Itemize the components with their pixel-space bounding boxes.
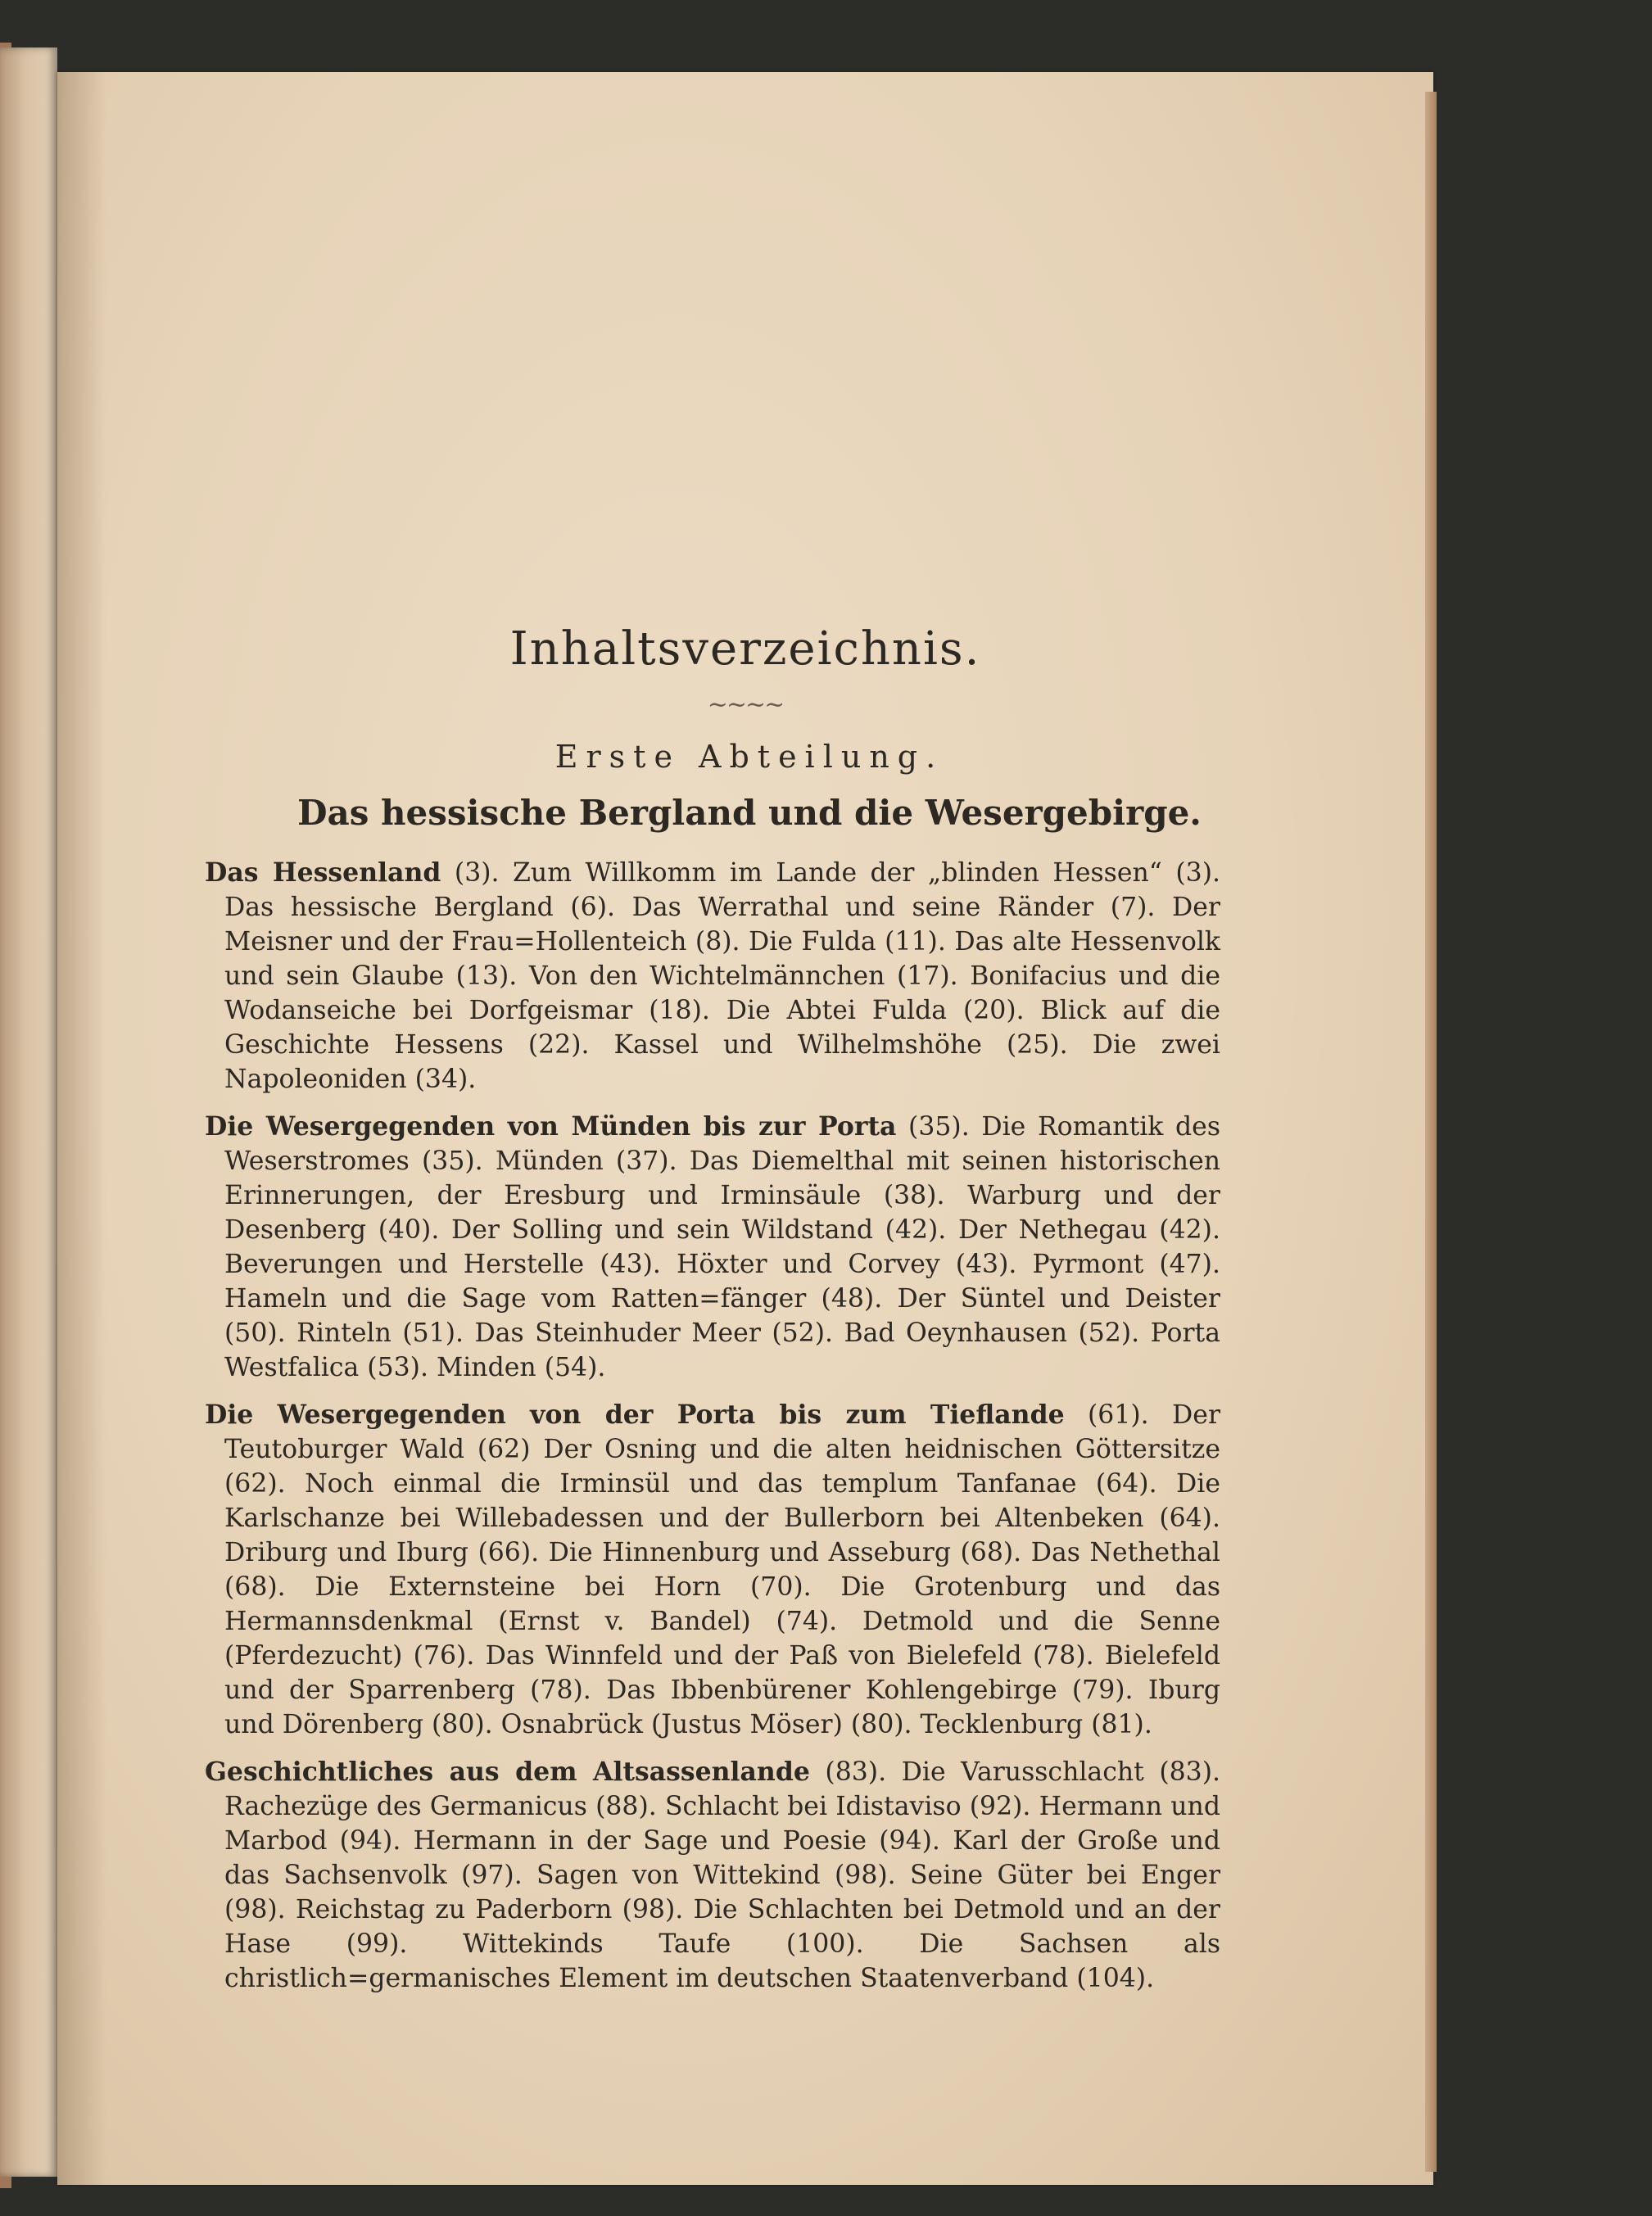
entry-text: (61). Der Teutoburger Wald (62) Der Osning und die alten heidnischen Göttersitze (62). Noch einmal die Irminsül und das templum Tanfanae (64). Die Karlschanze bei Willebadessen und der Bullerborn bei Altenbeken (64). Driburg und Iburg (66). Die Hinnenburg und Asseburg (68). Das Nethethal (68). Die Externsteine bei Horn (70). Die Grotenburg und das Hermannsdenkmal (Ernst v. Bandel) (74). Detmold und die Senne (Pferdezucht) (76). Das Winnfeld und der Paß von Bielefeld (78). Bielefeld und der Sparrenberg (78). Das Ibbenbürener Kohlengebirge (79). Iburg und Dörenberg (80). Osnabrück (Justus Möser) (80). Tecklenburg (81). — [224, 1400, 1220, 1739]
toc-entry — [205, 1755, 1220, 1996]
toc-entry — [205, 856, 1220, 1097]
entry-lead: Das Hessenland — [205, 857, 441, 888]
left-page-edge — [0, 47, 57, 2177]
part-title: Das hessische Bergland und die Wesergebirge. — [297, 793, 1202, 833]
gutter-shadow — [57, 72, 106, 2185]
entry-lead: Die Wesergegenden von Münden bis zur Porta — [205, 1111, 897, 1142]
page-stack-edge — [1425, 92, 1437, 2172]
toc-entry — [205, 1110, 1220, 1385]
entry-lead: Die Wesergegenden von der Porta bis zum Tieflande — [205, 1400, 1065, 1430]
heading-ornament: ~~~~ — [707, 690, 784, 719]
entry-text: (3). Zum Willkomm im Lande der „blinden Hessen“ (3). Das hessische Bergland (6). Das Werrathal und seine Ränder (7). Der Meisner und der Frau=Hollenteich (8). Die Fulda (11). Das alte Hessenvolk und sein Glaube (13). Von den Wichtelmännchen (17). Bonifacius und die Wodanseiche bei Dorfgeismar (18). Die Abtei Fulda (20). Blick auf die Geschichte Hessens (22). Kassel und Wilhelmshöhe (25). Die zwei Napoleoniden (34). — [224, 858, 1220, 1094]
table-of-contents — [205, 622, 1220, 2009]
toc-entry — [205, 1398, 1220, 1742]
entry-text: (83). Die Varusschlacht (83). Rachezüge des Germanicus (88). Schlacht bei Idistaviso (92). Hermann und Marbod (94). Hermann in der Sage und Poesie (94). Karl der Große und das Sachsenvolk (97). Sagen von Wittekind (98). Seine Güter bei Enger (98). Reichstag zu Paderborn (98). Die Schlachten bei Detmold und an der Hase (99). Wittekinds Taufe (100). Die Sachsen als christlich=germanisches Element im deutschen Staatenverband (104). — [224, 1757, 1220, 1993]
entry-text: (35). Die Romantik des Weserstromes (35). Münden (37). Das Diemelthal mit seinen historischen Erinnerungen, der Eresburg und Irminsäule (38). Warburg und der Desenberg (40). Der Solling und sein Wildstand (42). Der Nethegau (42). Beverungen und Herstelle (43). Höxter und Corvey (43). Pyrmont (47). Hameln und die Sage vom Ratten=fänger (48). Der Süntel und Deister (50). Rinteln (51). Das Steinhuder Meer (52). Bad Oeynhausen (52). Porta Westfalica (53). Minden (54). — [224, 1112, 1220, 1382]
toc-heading: Inhaltsverzeichnis. — [509, 622, 981, 676]
entry-lead: Geschichtliches aus dem Altsassenlande — [205, 1757, 810, 1787]
part-label: Erste Abteilung. — [554, 739, 944, 775]
